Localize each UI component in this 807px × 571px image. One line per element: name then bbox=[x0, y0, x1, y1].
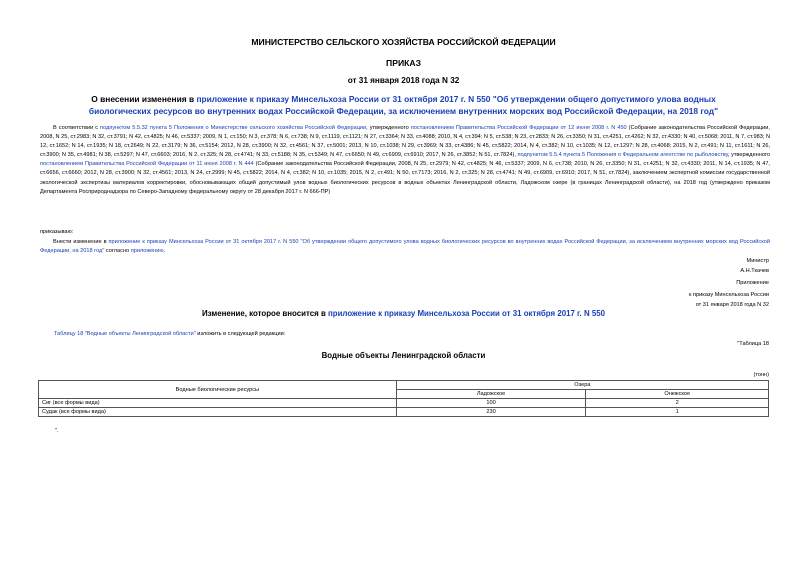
change-title bbox=[0, 309, 807, 318]
catch-table bbox=[38, 380, 769, 417]
row-ladoga-value: 100 bbox=[396, 399, 586, 408]
change-paragraph bbox=[40, 238, 770, 256]
basis-link-decree-450[interactable]: постановлением Правительства Российской Федерации от 12 июня 2008 г. N 450 bbox=[410, 125, 627, 131]
basis-text-1: В соответствии с bbox=[53, 125, 101, 131]
table-header-row bbox=[39, 381, 769, 390]
basis-paragraph bbox=[40, 124, 770, 197]
order-subject bbox=[80, 94, 727, 117]
ministry-heading: МИНИСТЕРСТВО СЕЛЬСКОГО ХОЗЯЙСТВА РОССИЙСКОЙ ФЕДЕРАЦИИ bbox=[251, 37, 556, 47]
header-lakes: Озера bbox=[396, 381, 768, 390]
subject-link[interactable]: приложение к приказу Минсельхоза России от 31 октября 2017 г. N 550 "Об утверждении общего допустимого улова водных биологических ресурсов во внутренних водах Российской Федерации, за исключением внутренних морских вод Российской Федерации, на 2018 год" bbox=[88, 94, 719, 116]
change-link-appendix[interactable]: приложению bbox=[130, 248, 164, 255]
basis-text-3: (Собрание законодательства Российской Федерации, 2008, N 25, ст.2983; N 32, ст.3791; N 42, ст.4825; N 46, ст.5337; 2009, N 1, ст.150; N 3, ст.378; N 6, ст.738; N 9, ст.1119, ст.1121; N 27, ст.3364; N 33, ст.4088; 2010, N 4, ст.394; N 5, ст.538; N 23, ст.2833; N 26, ст.3350; N 31, ст.4251, ст.4262; N 32, ст.4330; N 40, ст.5068; 2011, N 7, ст.983; N 12, ст.1652; N 14, ст.1935; N 18, ст.2649; N 22, ст.3179; N 36, ст.5154; 2012, N 28, ст.3900; N 32, ст.4561; N 37, ст.5001; 2013, N 10, ст.1038; N 29, ст.3969; N 33, ст.4386; N 45, ст.5822; 2014, N 4, ст.382; N 10, ст.1035; N 12, ст.1297; N 28, ст.4068; 2015, N 2, ст.491; N 11, ст.1611; N 26, ст.3900; N 35, ст.4981; N 38, ст.5297; N 47, ст.6603; 2016, N 2, ст.325; N 28, ст.4741; N 33, ст.5188; N 35, ст.5349; N 47, ст.6650; N 49, ст.6909, ст.6910; 2017, N 26, ст.3852; N 51, ст.7824), bbox=[40, 125, 770, 159]
signature-name: А.Н.Ткачев bbox=[740, 268, 769, 274]
basis-link-regulation-agency[interactable]: подпунктом 5.5.4 пункта 5 Положения о Федеральном агентстве по рыболовству bbox=[517, 152, 728, 159]
row-species: Судак (все формы вида) bbox=[39, 408, 397, 417]
change-title-text: Изменение, которое вносится в bbox=[202, 309, 328, 318]
closing-quote: ". bbox=[55, 428, 59, 434]
change-text-1: Внести изменение в bbox=[53, 239, 109, 245]
change-text-3: . bbox=[163, 248, 166, 255]
row-species: Сиг (все формы вида) bbox=[39, 399, 397, 408]
table-label: "Таблица 18 bbox=[737, 341, 769, 347]
table-row bbox=[39, 399, 769, 408]
row-onega-value: 1 bbox=[586, 408, 769, 417]
appendix-label: Приложение bbox=[736, 280, 769, 286]
order-date-number: от 31 января 2018 года N 32 bbox=[347, 76, 460, 85]
header-onega: Онежское bbox=[586, 390, 769, 399]
basis-link-decree-444[interactable]: постановлением Правительства Российской Федерации от 11 июня 2008 г. N 444 bbox=[40, 161, 254, 168]
basis-text-4: , утвержденного bbox=[727, 152, 770, 159]
table18-text: изложить в следующей редакции: bbox=[195, 331, 286, 337]
header-ladoga: Ладожское bbox=[396, 390, 586, 399]
change-title-link[interactable]: приложение к приказу Минсельхоза России от 31 октября 2017 г. N 550 bbox=[328, 309, 605, 318]
appendix-line-2: от 31 января 2018 года N 32 bbox=[695, 302, 769, 308]
change-link-order-550[interactable]: приложение к приказу Минсельхоза России от 31 октября 2017 г. N 550 "Об утверждении общего допустимого улова водных биологических ресурсов во внутренних водах Российской Федерации, за исключением внутренних морских вод Российской Федерации, на 2018 год" bbox=[40, 239, 770, 255]
unit-label: (тонн) bbox=[753, 372, 769, 378]
row-ladoga-value: 230 bbox=[396, 408, 586, 417]
table18-paragraph bbox=[54, 331, 285, 337]
appendix-line-1: к приказу Минсельхоза России bbox=[689, 292, 769, 298]
table-row bbox=[39, 408, 769, 417]
doc-type-heading: ПРИКАЗ bbox=[386, 58, 421, 68]
basis-text-2: , утвержденного bbox=[366, 125, 411, 131]
basis-text-5: (Собрание законодательства Российской Федерации, 2008, N 25, ст.2979; N 42, ст.4825; N 46, ст.5337; 2009, N 6, ст.738; 2010, N 26, ст.3350; N 31, ст.4251; N 32, ст.4330; 2011, N 14, ст.1935; N 47, ст.6656, ст.6660; 2012, N 28, ст.3900; N 32, ст.4561; 2013, N 24, ст.2999; N 45, ст.5822; 2014, N 4, ст.382; N 10, ст.1035; 2015, N 2, ст.491; N 50, ст.7173; 2016, N 2, ст.325; N 28, ст.4741; N 49, ст.6909, ст.6910; 2017, N 51, ст.7824), заключением экспертной комиссии государственной экологической экспертизы материалов корректировки, обосновывающих общий допустимый улов водных биологических ресурсов в водных объектах Ленинградской области, Ладожском озере (в границах Ленинградской области), на 2018 год (утверждено приказом Департамента Росприроднадзора по Северо-Западному федеральному округу от 28 декабря 2017 г. N 666-ПР) bbox=[40, 161, 770, 195]
table18-link[interactable]: Таблицу 18 "Водные объекты Ленинградской области" bbox=[54, 331, 196, 337]
signature-position: Министр bbox=[746, 258, 769, 264]
row-onega-value: 2 bbox=[586, 399, 769, 408]
basis-link-regulation-ministry[interactable]: подпунктом 5.5.32 пункта 5 Положения о Министерстве сельского хозяйства Российской Федерации bbox=[100, 125, 367, 131]
change-text-2: согласно bbox=[104, 248, 131, 255]
orders-line: приказываю: bbox=[40, 229, 74, 235]
header-resources: Водные биологические ресурсы bbox=[39, 381, 397, 399]
subject-prefix: О внесении изменения в bbox=[91, 94, 197, 104]
table-title: Водные объекты Ленинградской области bbox=[321, 351, 486, 360]
